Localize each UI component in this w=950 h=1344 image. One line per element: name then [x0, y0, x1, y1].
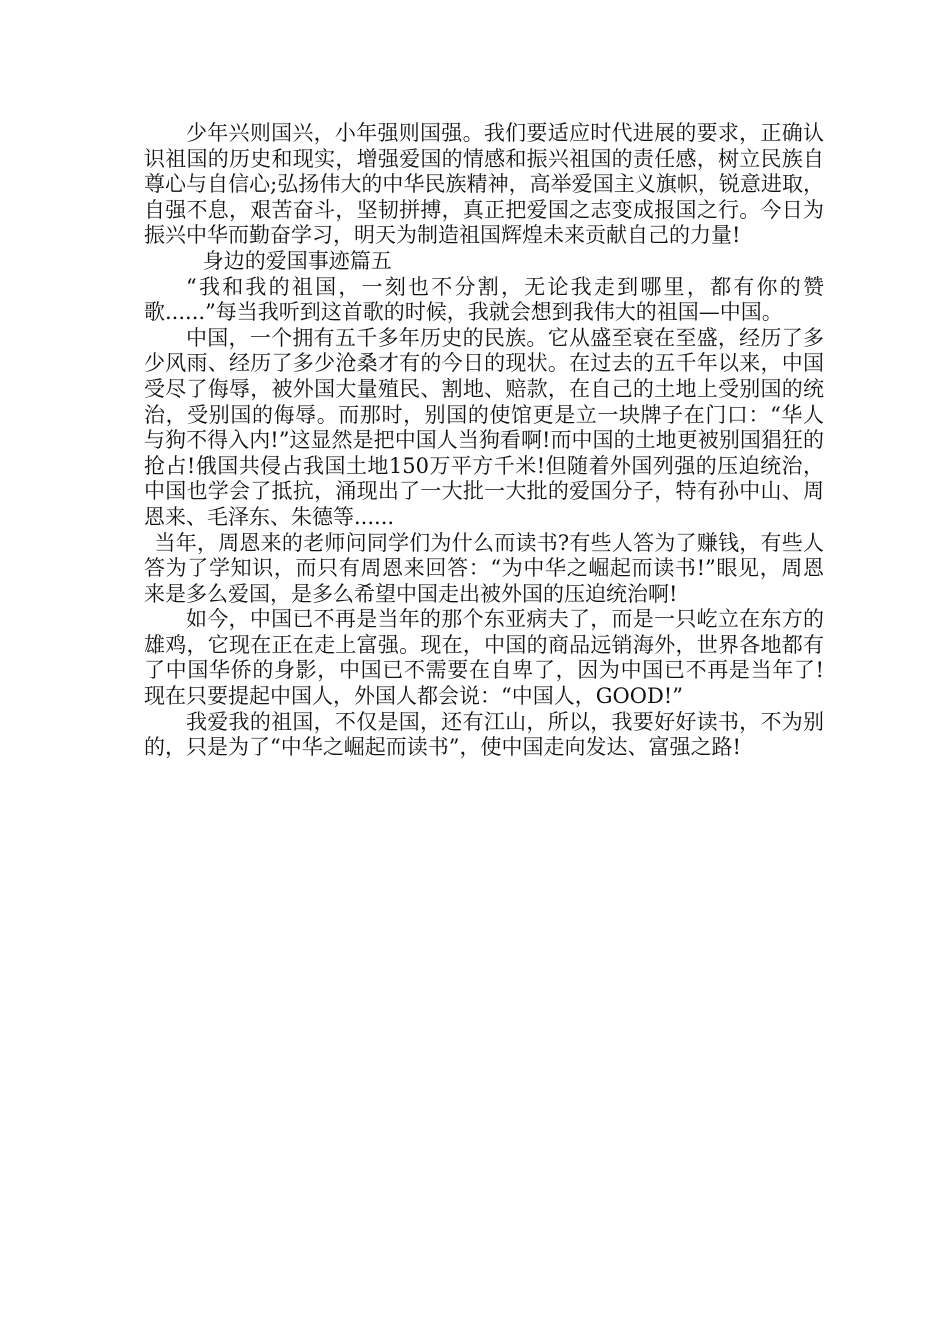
- paragraph-song-lyrics: “我和我的祖国，一刻也不分割，无论我走到哪里，都有你的赞歌......”每当我听到这首歌的时候，我就会想到我伟大的祖国—中国。: [144, 274, 824, 325]
- paragraph-china-today: 如今，中国已不再是当年的那个东亚病夫了，而是一只屹立在东方的雄鸡，它现在正在走上富强。现在，中国的商品远销海外，世界各地都有了中国华侨的身影，中国已不需要在自卑了，因为中国已不再是当年了!现在只要提起中国人，外国人都会说：“中国人，GOOD!”: [144, 607, 824, 709]
- paragraph-love-motherland: 我爱我的祖国，不仅是国，还有江山，所以，我要好好读书，不为别的，只是为了“中华之崛起而读书”，使中国走向发达、富强之路!: [144, 709, 824, 760]
- paragraph-china-history: 中国，一个拥有五千多年历史的民族。它从盛至衰在至盛，经历了多少风雨、经历了多少沧桑才有的今日的现状。在过去的五千年以来，中国受尽了侮辱，被外国大量殖民、割地、赔款，在自己的土地上受别国的统治，受别国的侮辱。而那时，别国的使馆更是立一块牌子在门口：“华人与狗不得入内!”这显然是把中国人当狗看啊!而中国的土地更被别国猖狂的抢占!俄国共侵占我国土地150万平方千米!但随着外国列强的压迫统治，中国也学会了抵抗，涌现出了一大批一大批的爱国分子，特有孙中山、周恩来、毛泽东、朱德等......: [144, 325, 824, 529]
- paragraph-zhou-enlai: 当年，周恩来的老师问同学们为什么而读书?有些人答为了赚钱，有些人答为了学知识，而只有周恩来回答：“为中华之崛起而读书!”眼见，周恩来是多么爱国，是多么希望中国走出被外国的压迫统治啊!: [144, 530, 824, 606]
- section-heading: 身边的爱国事迹篇五: [202, 248, 392, 273]
- paragraph-youth-strong-nation: 少年兴则国兴，小年强则国强。我们要适应时代进展的要求，正确认识祖国的历史和现实，增强爱国的情感和振兴祖国的责任感，树立民族自尊心与自信心;弘扬伟大的中华民族精神，高举爱国主义旗帜，锐意进取，自强不息，艰苦奋斗，坚韧拼搏，真正把爱国之志变成报国之行。今日为振兴中华而勤奋学习，明天为制造祖国辉煌未来贡献自己的力量!: [144, 121, 824, 248]
- document-body: [144, 121, 824, 761]
